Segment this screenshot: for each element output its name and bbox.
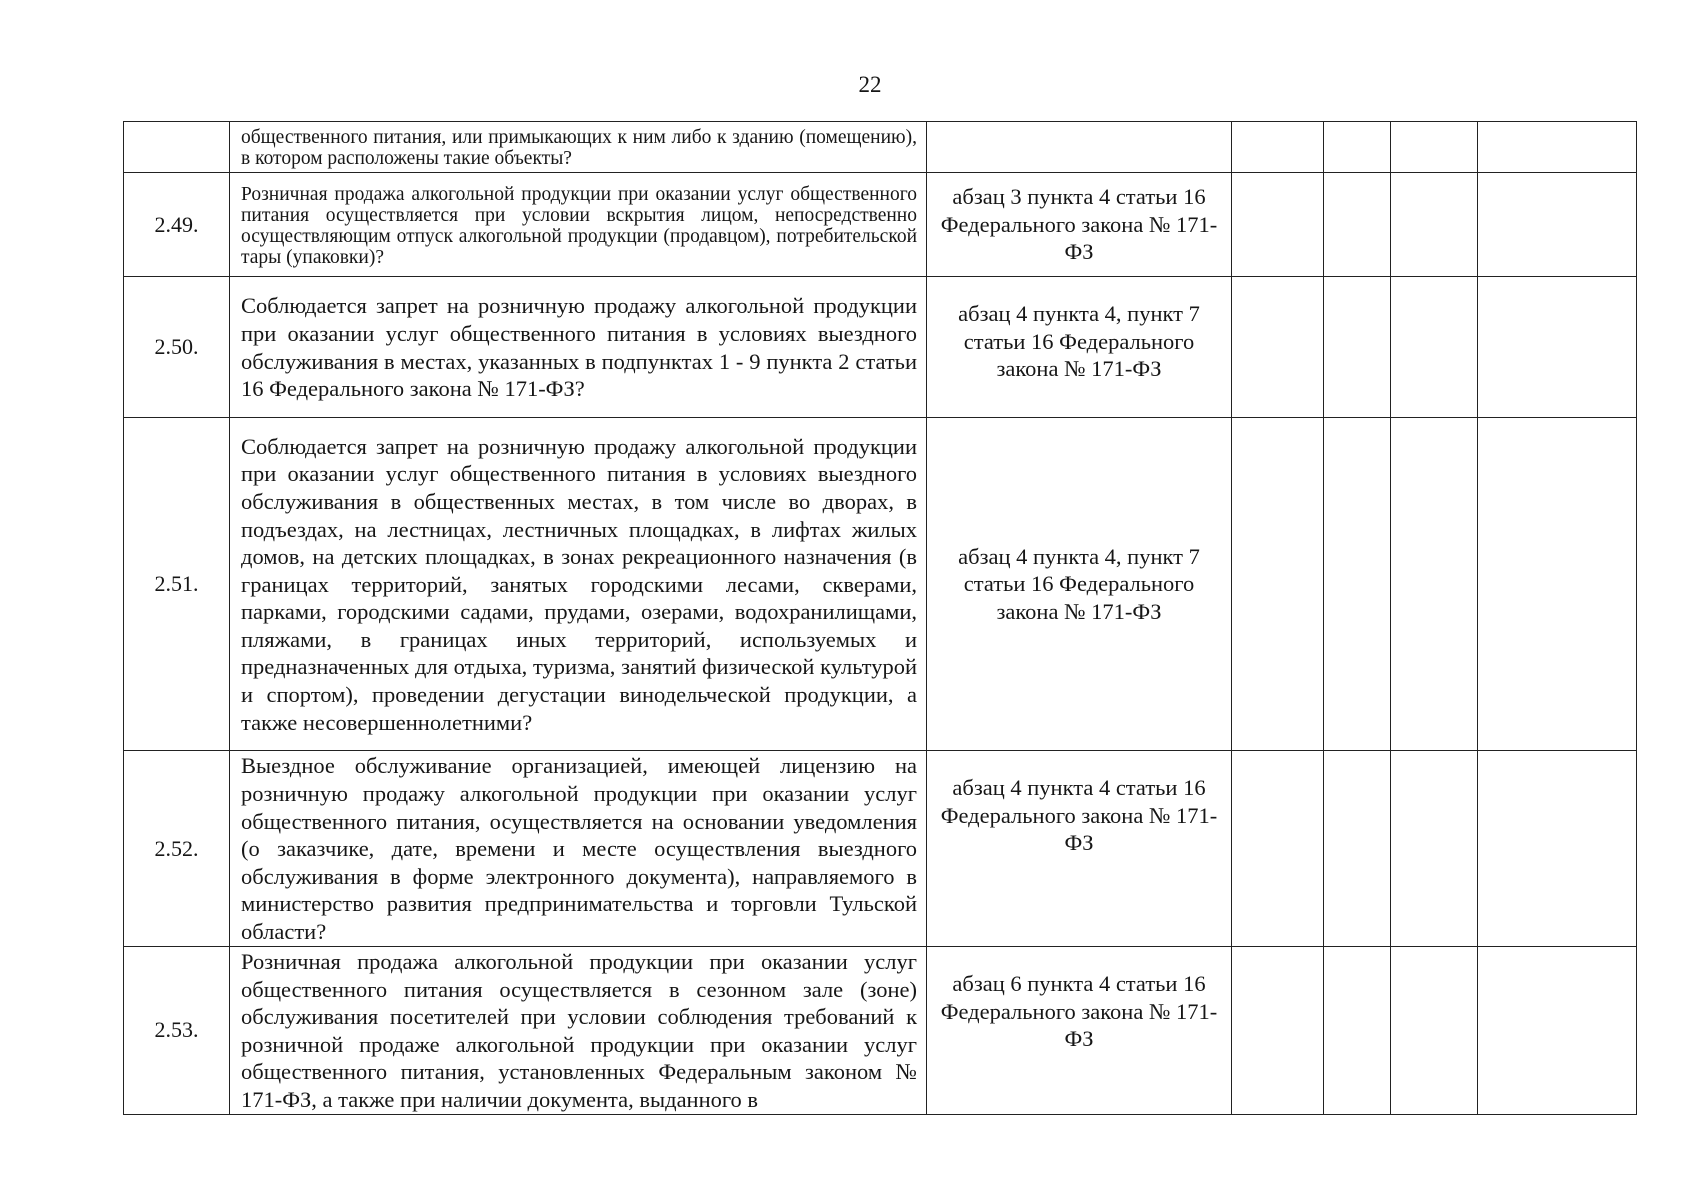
- table-row: [124, 751, 1637, 947]
- answer-cell-yes: [1232, 947, 1324, 1115]
- question-text: Розничная продажа алкогольной продукции при оказании услуг общественного питания осуществляется при условии вскрытия лицом, непосредственно осуществляющим отпуск алкогольной продукции (продавцом), потребительской тары (упаковки)?: [230, 173, 927, 277]
- legal-basis: абзац 4 пункта 4, пункт 7 статьи 16 Федерального закона № 171-ФЗ: [927, 277, 1232, 418]
- answer-cell-no: [1324, 751, 1391, 947]
- answer-cell-no: [1324, 277, 1391, 418]
- note-cell: [1478, 947, 1637, 1115]
- item-number: 2.53.: [124, 947, 230, 1115]
- checklist-table: [123, 121, 1637, 1115]
- question-text: Соблюдается запрет на розничную продажу алкогольной продукции при оказании услуг общественного питания в условиях выездного обслуживания в местах, указанных в подпунктах 1 - 9 пункта 2 статьи 16 Федерального закона № 171-ФЗ?: [230, 277, 927, 418]
- table-row: [124, 277, 1637, 418]
- answer-cell-yes: [1232, 277, 1324, 418]
- item-number: 2.52.: [124, 751, 230, 947]
- question-text: Выездное обслуживание организацией, имеющей лицензию на розничную продажу алкогольной продукции при оказании услуг общественного питания, осуществляется на основании уведомления (о заказчике, дате, времени и месте осуществления выездного обслуживания в форме электронного документа), направляемого в министерство развития предпринимательства и торговли Тульской области?: [230, 751, 927, 947]
- note-cell: [1478, 277, 1637, 418]
- question-text: Розничная продажа алкогольной продукции при оказании услуг общественного питания осуществляется в сезонном зале (зоне) обслуживания посетителей при условии соблюдения требований к розничной продаже алкогольной продукции при оказании услуг общественного питания, установленных Федеральным законом № 171-ФЗ, а также при наличии документа, выданного в: [230, 947, 927, 1115]
- table-row: [124, 418, 1637, 751]
- question-text: общественного питания, или примыкающих к ним либо к зданию (помещению), в котором расположены такие объекты?: [230, 122, 927, 173]
- note-cell: [1478, 418, 1637, 751]
- answer-cell-na: [1391, 122, 1478, 173]
- table-row: [124, 173, 1637, 277]
- answer-cell-na: [1391, 277, 1478, 418]
- item-number: 2.50.: [124, 277, 230, 418]
- answer-cell-na: [1391, 173, 1478, 277]
- answer-cell-no: [1324, 173, 1391, 277]
- page-number: 22: [858, 72, 882, 97]
- note-cell: [1478, 173, 1637, 277]
- legal-basis: абзац 3 пункта 4 статьи 16 Федерального закона № 171-ФЗ: [927, 173, 1232, 277]
- table-row: [124, 122, 1637, 173]
- item-number: 2.51.: [124, 418, 230, 751]
- item-number: [124, 122, 230, 173]
- table-row: [124, 947, 1637, 1115]
- legal-basis: абзац 4 пункта 4 статьи 16 Федерального закона № 171-ФЗ: [927, 751, 1232, 947]
- legal-basis: абзац 6 пункта 4 статьи 16 Федерального закона № 171-ФЗ: [927, 947, 1232, 1115]
- answer-cell-yes: [1232, 173, 1324, 277]
- answer-cell-na: [1391, 418, 1478, 751]
- answer-cell-yes: [1232, 418, 1324, 751]
- item-number: 2.49.: [124, 173, 230, 277]
- note-cell: [1478, 751, 1637, 947]
- question-text: Соблюдается запрет на розничную продажу алкогольной продукции при оказании услуг общественного питания в условиях выездного обслуживания в общественных местах, в том числе во дворах, в подъездах, на лестницах, лестничных площадках, в лифтах жилых домов, на детских площадках, в зонах рекреационного назначения (в границах территорий, занятых городскими лесами, скверами, парками, городскими садами, прудами, озерами, водохранилищами, пляжами, в границах иных территорий, используемых и предназначенных для отдыха, туризма, занятий физической культурой и спортом), проведении дегустации винодельческой продукции, а также несовершеннолетними?: [230, 418, 927, 751]
- answer-cell-no: [1324, 947, 1391, 1115]
- answer-cell-yes: [1232, 122, 1324, 173]
- answer-cell-no: [1324, 122, 1391, 173]
- answer-cell-yes: [1232, 751, 1324, 947]
- legal-basis: [927, 122, 1232, 173]
- legal-basis: абзац 4 пункта 4, пункт 7 статьи 16 Федерального закона № 171-ФЗ: [927, 418, 1232, 751]
- answer-cell-no: [1324, 418, 1391, 751]
- answer-cell-na: [1391, 947, 1478, 1115]
- answer-cell-na: [1391, 751, 1478, 947]
- note-cell: [1478, 122, 1637, 173]
